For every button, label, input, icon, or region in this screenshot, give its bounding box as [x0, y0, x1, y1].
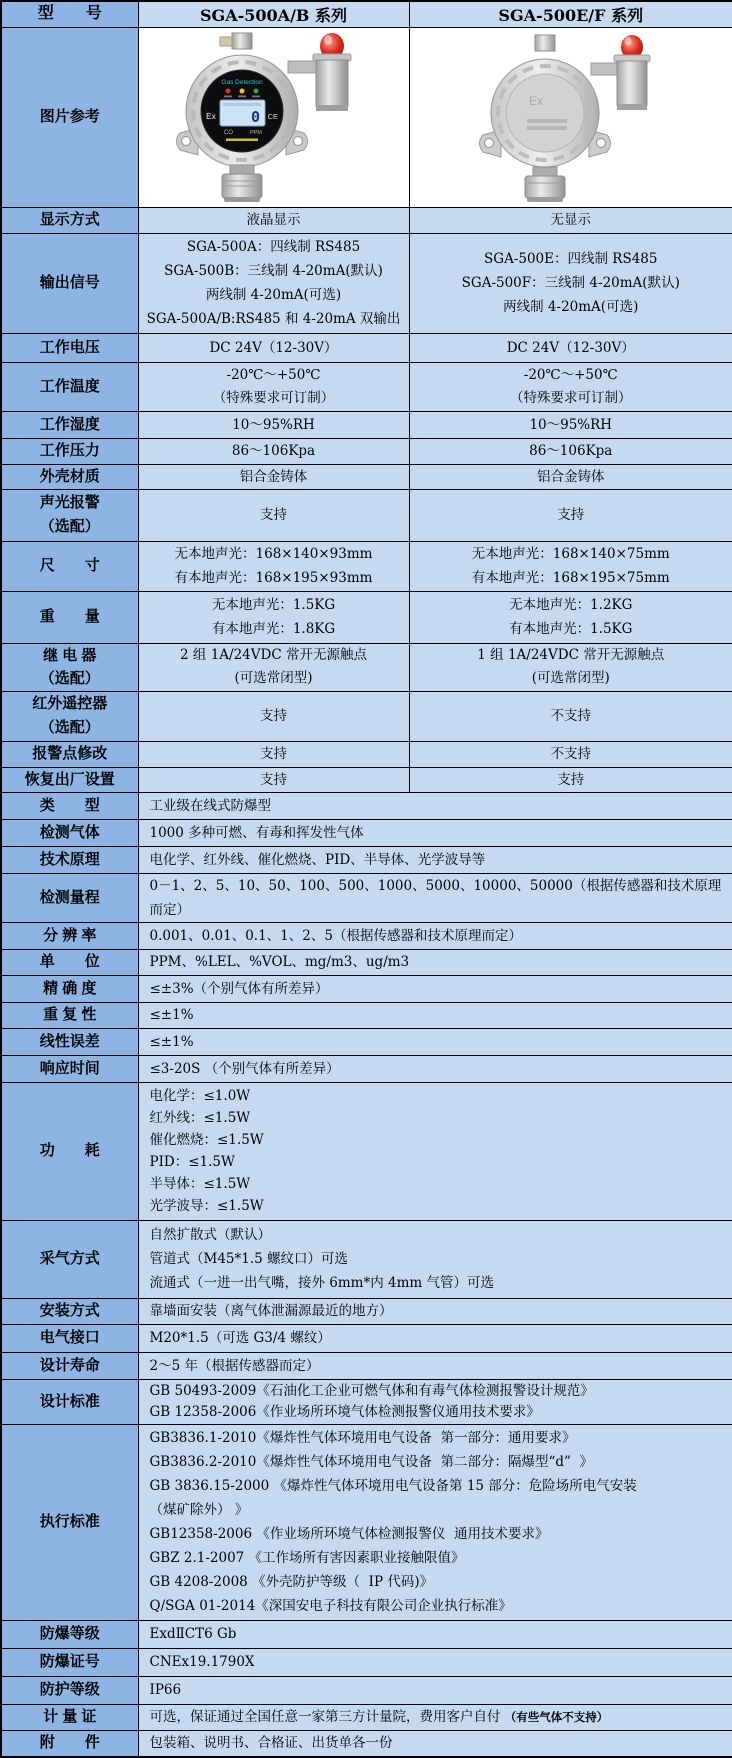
spec-value-line: 无本地声光：168×140×75mm: [410, 542, 732, 566]
row-label-line: 附 件: [2, 1731, 138, 1755]
row-label: [1, 1704, 138, 1730]
row-label-line: 显示方式: [2, 208, 138, 232]
table-row: [1, 1620, 732, 1648]
cable-gland: [535, 35, 555, 51]
spec-value-line: GB 12358-2006《作业场所环境气体检测报警仪通用技术要求》: [150, 1402, 729, 1423]
spec-value-line: 86～106Kpa: [410, 439, 732, 463]
table-row: [1, 873, 732, 922]
spec-value-line: PPM、%LEL、%VOL、mg/m3、ug/m3: [150, 950, 729, 974]
row-label-line: 型 号: [2, 2, 138, 26]
table-row: [1, 27, 732, 207]
spec-value: [138, 438, 409, 464]
row-label: [1, 1324, 138, 1352]
product-photo-device-a: [170, 31, 378, 203]
table-row: [1, 691, 732, 741]
table-row: [1, 819, 732, 846]
spec-value: [138, 873, 732, 922]
spec-value-line: ≤3-20S （个别气体有所差异）: [150, 1057, 729, 1081]
spec-value: [409, 464, 732, 489]
spec-value: [138, 233, 409, 333]
spec-value-line: -20℃～+50℃: [410, 364, 732, 387]
row-label-line: 精 确 度: [2, 977, 138, 1001]
table-row: [1, 1220, 732, 1298]
spec-value: [138, 1620, 732, 1648]
spec-value-line: 可选，保证通过全国任意一家第三方计量院，费用客户自付 （有些气体不支持）: [150, 1705, 729, 1730]
row-label: [1, 207, 138, 233]
row-label-line: 外壳材质: [2, 465, 138, 489]
spec-value-line: Q/SGA 01-2014《深国安电子科技有限公司企业执行标准》: [150, 1594, 729, 1618]
spec-value-line: 有本地声光：1.8KG: [139, 617, 409, 641]
table-row: [1, 1082, 732, 1220]
row-label: [1, 1028, 138, 1055]
row-label: [1, 1648, 138, 1676]
spec-value-line: SGA-500B：三线制 4-20mA(默认): [139, 259, 409, 283]
spec-value: [409, 643, 732, 691]
spec-value: [409, 233, 732, 333]
table-row: [1, 741, 732, 767]
mount-hole-right: [596, 139, 605, 148]
table-row: [1, 207, 732, 233]
spec-value-line: （特殊要求可订制）: [139, 387, 409, 410]
table-row: [1, 1002, 732, 1028]
spec-value: [138, 1676, 732, 1704]
spec-value-line: 有本地声光：168×195×93mm: [139, 566, 409, 590]
spec-value-line: DC 24V（12-30V）: [410, 336, 732, 360]
row-label: [1, 489, 138, 541]
table-row: [1, 464, 732, 489]
spec-value: [138, 1055, 732, 1082]
row-label-line: 防爆等级: [2, 1622, 138, 1646]
row-label: [1, 362, 138, 411]
spec-value-line: SGA-500E：四线制 RS485: [410, 247, 732, 271]
spec-value: [138, 949, 732, 975]
table-row: [1, 333, 732, 362]
spec-value-line: 0.001、0.01、0.1、1、2、5（根据传感器和技术原理而定）: [150, 924, 729, 948]
spec-value-line: PID：≤1.5W: [150, 1151, 729, 1173]
spec-value: [138, 207, 409, 233]
mount-hole-left: [484, 139, 493, 148]
spec-value: [409, 362, 732, 411]
product-photo-device-b: [467, 31, 675, 203]
spec-value: [138, 591, 409, 643]
spec-value-line: 2～5 年（根据传感器而定）: [150, 1354, 729, 1378]
row-label: [1, 411, 138, 438]
spec-value-line: M20*1.5（可选 G3/4 螺纹）: [150, 1326, 729, 1350]
spec-value-line: 支持: [410, 768, 732, 792]
row-label-line: 类 型: [2, 794, 138, 818]
row-label: [1, 1352, 138, 1379]
row-label: [1, 949, 138, 975]
spec-value-line: 支持: [139, 704, 409, 728]
row-label-line: 设计标准: [2, 1390, 138, 1414]
spec-value-line: （特殊要求可订制）: [410, 387, 732, 410]
table-row: [1, 362, 732, 411]
table-row: [1, 1298, 732, 1324]
spec-value-line: 催化燃烧：≤1.5W: [150, 1129, 729, 1151]
row-label-line: 采气方式: [2, 1247, 138, 1271]
row-label-line: 防护等级: [2, 1678, 138, 1702]
spec-value: [138, 1648, 732, 1676]
spec-value: [138, 464, 409, 489]
row-label-line: 设计寿命: [2, 1354, 138, 1378]
spec-value-line: GBZ 2.1-2007 《工作场所有害因素职业接触限值》: [150, 1546, 729, 1570]
table-row: [1, 643, 732, 691]
table-row: [1, 591, 732, 643]
spec-value-line: 红外线：≤1.5W: [150, 1107, 729, 1129]
table-row: [1, 411, 732, 438]
row-label: [1, 846, 138, 873]
row-label-line: 图片参考: [2, 105, 138, 129]
spec-value-line: 无本地声光：1.2KG: [410, 593, 732, 617]
spec-value-line: 有本地声光：168×195×75mm: [410, 566, 732, 590]
row-label: [1, 1730, 138, 1757]
spec-value-line: 1000 多种可燃、有毒和挥发性气体: [150, 821, 729, 845]
row-label: [1, 819, 138, 846]
table-row: [1, 846, 732, 873]
row-label-line: 报警点修改: [2, 742, 138, 766]
spec-value: [409, 591, 732, 643]
spec-value-line: ExdⅡCT6 Gb: [150, 1622, 729, 1646]
spec-value-line: 支持: [139, 768, 409, 792]
spec-value: [138, 489, 409, 541]
ex-mark: Ex: [206, 111, 217, 121]
row-label: [1, 691, 138, 741]
spec-value-line: 铝合金铸体: [410, 465, 732, 489]
cable-gland: [232, 33, 252, 49]
spec-value: [138, 691, 409, 741]
column-header: [138, 1, 409, 27]
row-label-line: 功 耗: [2, 1139, 138, 1163]
spec-value: [138, 1324, 732, 1352]
spec-value-line: 两线制 4-20mA(可选): [410, 295, 732, 319]
row-label-line: 工作湿度: [2, 413, 138, 437]
spec-value-line: 10～95%RH: [139, 413, 409, 437]
row-label-line: 线性误差: [2, 1030, 138, 1054]
spec-value-line: 靠墙面安装（离气体泄漏源最近的地方）: [150, 1299, 729, 1323]
row-label: [1, 1298, 138, 1324]
spec-value-line: 包装箱、说明书、合格证、出货单各一份: [150, 1731, 729, 1755]
spec-value-line: 0－1、2、5、10、50、100、500、1000、5000、10000、50000（根据传感器和技术原理而定）: [150, 874, 729, 922]
spec-value: [138, 333, 409, 362]
spec-value: [409, 411, 732, 438]
row-label-line: 防爆证号: [2, 1650, 138, 1674]
table-row: [1, 1648, 732, 1676]
spec-value: [138, 1379, 732, 1424]
spec-value-line: 电化学：≤1.0W: [150, 1085, 729, 1107]
ce-mark: CE: [267, 112, 277, 121]
spec-value: [138, 1730, 732, 1757]
spec-value-line: 光学波导：≤1.5W: [150, 1195, 729, 1217]
table-row: [1, 1704, 732, 1730]
row-label: [1, 922, 138, 949]
spec-value-line: 无本地声光：1.5KG: [139, 593, 409, 617]
spec-value: [138, 1002, 732, 1028]
row-label-line: 电气接口: [2, 1326, 138, 1350]
spec-value: [138, 362, 409, 411]
spec-value: [138, 541, 409, 591]
row-label: [1, 438, 138, 464]
spec-value-line: DC 24V（12-30V）: [139, 336, 409, 360]
spec-value-line: 自然扩散式（默认）: [150, 1223, 729, 1247]
row-label: [1, 1, 138, 27]
gland-nut: [220, 37, 232, 46]
spec-value-line: -20℃～+50℃: [139, 364, 409, 387]
spec-value-line: 液晶显示: [139, 208, 409, 232]
row-label-line: （选配）: [2, 515, 138, 539]
row-label-line: 声光报警: [2, 491, 138, 515]
table-row: [1, 975, 732, 1002]
spec-value-line: 管道式（M45*1.5 螺纹口）可选: [150, 1247, 729, 1271]
spec-value-line: 无本地声光：168×140×93mm: [139, 542, 409, 566]
row-label: [1, 1424, 138, 1620]
table-row: [1, 489, 732, 541]
spec-value-line: 1 组 1A/24VDC 常开无源触点: [410, 644, 732, 667]
row-label-line: 响应时间: [2, 1057, 138, 1081]
spec-value: [138, 1352, 732, 1379]
table-row: [1, 949, 732, 975]
row-label: [1, 1220, 138, 1298]
blank-face: [506, 74, 584, 152]
spec-value-line: GB 50493-2009《石油化工企业可燃气体和有毒气体检测报警设计规范》: [150, 1381, 729, 1402]
spec-value-line: SGA-500A/B:RS485 和 4-20mA 双输出: [139, 307, 409, 331]
row-label-line: 工作温度: [2, 375, 138, 399]
row-label: [1, 873, 138, 922]
spec-value: [138, 1704, 732, 1730]
row-label: [1, 975, 138, 1002]
row-label-line: 分 辨 率: [2, 924, 138, 948]
row-label-line: 计 量 证: [2, 1705, 138, 1729]
spec-value: [138, 846, 732, 873]
spec-value-line: GB3836.2-2010《爆炸性气体环境用电气设备 第二部分：隔爆型“d” 》: [150, 1450, 729, 1474]
spec-value: [138, 1298, 732, 1324]
row-label: [1, 27, 138, 207]
spec-value: [409, 207, 732, 233]
column-header: [409, 1, 732, 27]
table-row: [1, 541, 732, 591]
row-label-line: 恢复出厂设置: [2, 768, 138, 792]
spec-value-line: 不支持: [410, 742, 732, 766]
spec-value: [409, 691, 732, 741]
column-header-text: SGA-500E/F 系列: [410, 3, 732, 26]
row-label-line: （选配）: [2, 667, 138, 690]
row-label: [1, 233, 138, 333]
spec-value-line: GB 4208-2008 《外壳防护等级（ IP 代码)》: [150, 1570, 729, 1594]
spec-value-line: 支持: [139, 503, 409, 527]
row-label: [1, 741, 138, 767]
spec-value: [409, 741, 732, 767]
table-row: [1, 792, 732, 819]
spec-value-line: CNEx19.1790X: [150, 1650, 729, 1674]
spec-value-line: 86～106Kpa: [139, 439, 409, 463]
embossed-text-line: [527, 126, 567, 130]
spec-value: [138, 741, 409, 767]
spec-value-line: 10～95%RH: [410, 413, 732, 437]
spec-value: [409, 333, 732, 362]
spec-value: [138, 767, 409, 792]
table-row: [1, 1352, 732, 1379]
row-label: [1, 464, 138, 489]
alarm-beacon: [313, 33, 351, 111]
row-label: [1, 792, 138, 819]
table-row: [1, 1324, 732, 1352]
spec-value: [138, 1082, 732, 1220]
row-label-line: 技术原理: [2, 848, 138, 872]
spec-value: [138, 411, 409, 438]
row-label: [1, 1620, 138, 1648]
spec-value-line: SGA-500A：四线制 RS485: [139, 235, 409, 259]
spec-value-note: （有些气体不支持）: [505, 1712, 609, 1724]
table-row: [1, 1, 732, 27]
spec-value: [138, 1424, 732, 1620]
table-row: [1, 1028, 732, 1055]
column-header-text: SGA-500A/B 系列: [139, 3, 409, 26]
alarm-beacon: [614, 35, 650, 110]
row-label-line: 尺 寸: [2, 554, 138, 578]
mount-hole-right: [293, 137, 302, 146]
spec-value: [138, 1220, 732, 1298]
table-row: [1, 438, 732, 464]
spec-value-line: 工业级在线式防爆型: [150, 794, 729, 818]
spec-value: [138, 975, 732, 1002]
spec-value-line: 2 组 1A/24VDC 常开无源触点: [139, 644, 409, 667]
spec-value: [409, 767, 732, 792]
row-label-line: 重 量: [2, 605, 138, 629]
row-label-line: 单 位: [2, 950, 138, 974]
product-photo-cell-sga500ab: [138, 27, 409, 207]
gas-label: CO: [224, 130, 233, 136]
row-label: [1, 1055, 138, 1082]
row-label: [1, 541, 138, 591]
row-label-line: 红外遥控器: [2, 692, 138, 716]
sensor-cylinder: [525, 176, 565, 198]
row-label: [1, 333, 138, 362]
table-row: [1, 767, 732, 792]
row-label: [1, 1002, 138, 1028]
row-label: [1, 767, 138, 792]
spec-value: [138, 922, 732, 949]
spec-value-line: 不支持: [410, 704, 732, 728]
row-label: [1, 643, 138, 691]
row-label-line: 重 复 性: [2, 1003, 138, 1027]
spec-value-line: GB12358-2006 《作业场所环境气体检测报警仪 通用技术要求》: [150, 1522, 729, 1546]
spec-value-line: GB3836.1-2010《爆炸性气体环境用电气设备 第一部分：通用要求》: [150, 1426, 729, 1450]
panel-title: Gas Detection: [221, 79, 263, 86]
unit-label: PPM: [250, 130, 262, 136]
table-row: [1, 1055, 732, 1082]
mount-hole-left: [181, 137, 190, 146]
spec-value-line: 无显示: [410, 208, 732, 232]
spec-value-line: 电化学、红外线、催化燃烧、PID、半导体、光学波导等: [150, 848, 729, 872]
row-label: [1, 1379, 138, 1424]
spec-value-line: （煤矿除外） 》: [150, 1498, 729, 1522]
spec-value-line: 半导体：≤1.5W: [150, 1173, 729, 1195]
row-label: [1, 1082, 138, 1220]
spec-value: [138, 1028, 732, 1055]
spec-value: [138, 643, 409, 691]
fault-led: [253, 89, 258, 94]
spec-value-line: 支持: [139, 742, 409, 766]
row-label-line: 检测气体: [2, 821, 138, 845]
row-label: [1, 1676, 138, 1704]
spec-value-line: (可选常闭型): [139, 667, 409, 690]
table-row: [1, 1676, 732, 1704]
ex-mark: Ex: [529, 94, 543, 108]
row-label-line: 工作电压: [2, 336, 138, 360]
row-label-line: （选配）: [2, 716, 138, 740]
row-label-line: 检测量程: [2, 886, 138, 910]
table-row: [1, 233, 732, 333]
spec-value-line: GB 3836.15-2000 《爆炸性气体环境用电气设备第 15 部分：危险场所电气安装: [150, 1474, 729, 1498]
row-label-line: 安装方式: [2, 1299, 138, 1323]
alarm-led: [225, 89, 230, 94]
table-row: [1, 1730, 732, 1757]
spec-value-line: 铝合金铸体: [139, 465, 409, 489]
beacon-arm: [288, 61, 320, 73]
row-label-line: 继 电 器: [2, 644, 138, 667]
power-led: [239, 89, 244, 94]
spec-value-line: IP66: [150, 1678, 729, 1702]
spec-value: [138, 792, 732, 819]
spec-value-line: 流通式（一进一出气嘴，接外 6mm*内 4mm 气管）可选: [150, 1271, 729, 1295]
spec-value: [409, 438, 732, 464]
row-label-line: 输出信号: [2, 271, 138, 295]
spec-value-line: ≤±1%: [150, 1030, 729, 1054]
product-photo-cell-sga500ef: [409, 27, 732, 207]
row-label-line: 工作压力: [2, 439, 138, 463]
spec-value: [409, 541, 732, 591]
table-row: [1, 1379, 732, 1424]
spec-value: [409, 489, 732, 541]
row-label-line: 执行标准: [2, 1510, 138, 1534]
spec-value-line: 两线制 4-20mA(可选): [139, 283, 409, 307]
spec-value-line: (可选常闭型): [410, 667, 732, 690]
spec-value-line: 支持: [410, 503, 732, 527]
spec-value-line: 有本地声光：1.5KG: [410, 617, 732, 641]
embossed-text-line: [527, 119, 567, 123]
spec-value-line: ≤±1%: [150, 1003, 729, 1027]
lcd-value: 0: [250, 108, 259, 126]
row-label: [1, 591, 138, 643]
spec-value: [138, 819, 732, 846]
spec-value-line: SGA-500F：三线制 4-20mA(默认): [410, 271, 732, 295]
spec-value-line: ≤±3%（个别气体有所差异）: [150, 977, 729, 1001]
table-row: [1, 1424, 732, 1620]
spec-table-body: [1, 1, 732, 1757]
table-row: [1, 922, 732, 949]
